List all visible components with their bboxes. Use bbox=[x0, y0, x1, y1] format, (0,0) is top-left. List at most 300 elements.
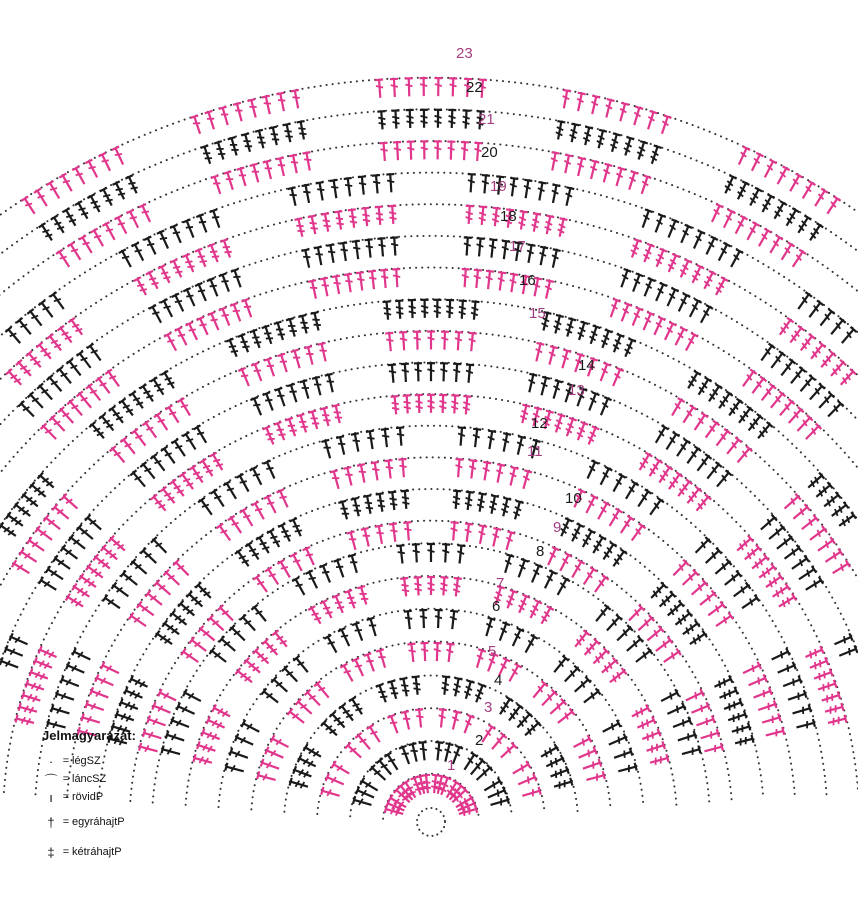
double-stitch bbox=[467, 333, 477, 352]
double-stitch bbox=[735, 446, 753, 465]
double-stitch bbox=[154, 413, 171, 432]
double-stitch bbox=[52, 504, 71, 522]
double-stitch bbox=[549, 184, 560, 203]
treble-crochet-symbol-icon: ‡ bbox=[47, 844, 55, 860]
treble-stitch bbox=[450, 395, 459, 413]
treble-stitch bbox=[278, 523, 293, 543]
double-stitch bbox=[485, 431, 496, 450]
double-stitch bbox=[365, 239, 375, 258]
treble-stitch bbox=[448, 110, 457, 128]
double-stitch bbox=[219, 107, 232, 127]
double-stitch bbox=[253, 575, 270, 594]
treble-stitch bbox=[689, 265, 704, 285]
legend-label: láncSZ bbox=[72, 773, 107, 785]
treble-stitch bbox=[388, 206, 397, 224]
treble-stitch bbox=[39, 223, 56, 242]
double-stitch bbox=[149, 305, 165, 325]
double-stitch bbox=[686, 299, 701, 319]
double-stitch bbox=[481, 462, 492, 481]
double-stitch bbox=[252, 502, 268, 522]
double-stitch bbox=[433, 643, 442, 661]
double-stitch bbox=[663, 432, 679, 451]
double-stitch bbox=[617, 763, 636, 775]
double-stitch bbox=[557, 553, 572, 573]
treble-stitch bbox=[590, 536, 606, 556]
double-stitch bbox=[173, 560, 191, 578]
double-stitch bbox=[324, 635, 340, 655]
double-stitch bbox=[449, 711, 461, 730]
double-stitch bbox=[360, 778, 380, 794]
treble-stitch bbox=[290, 778, 310, 791]
double-stitch bbox=[761, 160, 776, 180]
double-stitch bbox=[694, 454, 711, 473]
treble-stitch bbox=[99, 414, 117, 433]
treble-stitch bbox=[262, 639, 280, 658]
treble-stitch bbox=[125, 175, 140, 195]
treble-stitch bbox=[516, 595, 530, 615]
legend-title: Jelmagyarázat: bbox=[42, 728, 136, 743]
double-stitch bbox=[67, 242, 83, 262]
double-stitch bbox=[102, 222, 118, 242]
double-stitch bbox=[407, 644, 417, 663]
treble-stitch bbox=[522, 720, 541, 738]
treble-stitch bbox=[376, 684, 390, 704]
double-stitch bbox=[501, 554, 514, 574]
double-stitch bbox=[183, 288, 198, 308]
treble-stitch bbox=[808, 657, 828, 671]
double-stitch bbox=[381, 429, 391, 448]
double-stitch bbox=[399, 746, 413, 766]
double-stitch bbox=[549, 249, 561, 268]
double-stitch bbox=[112, 147, 127, 167]
treble-stitch bbox=[569, 523, 584, 543]
treble-stitch bbox=[238, 334, 252, 354]
treble-stitch bbox=[160, 487, 178, 506]
double-stitch bbox=[560, 90, 571, 109]
double-stitch bbox=[807, 383, 825, 402]
double-stitch bbox=[778, 242, 794, 262]
double-stitch bbox=[251, 605, 269, 624]
treble-stitch bbox=[89, 422, 107, 441]
double-stitch bbox=[752, 687, 772, 701]
treble-stitch bbox=[552, 414, 565, 434]
double-stitch bbox=[506, 664, 522, 684]
double-stitch bbox=[371, 462, 382, 481]
double-stitch bbox=[503, 531, 516, 550]
double-stitch bbox=[217, 524, 234, 543]
treble-stitch bbox=[6, 369, 24, 388]
treble-stitch bbox=[783, 208, 799, 228]
treble-stitch bbox=[399, 678, 410, 697]
treble-stitch bbox=[511, 501, 524, 520]
treble-stitch bbox=[685, 371, 701, 391]
treble-stitch bbox=[375, 207, 385, 226]
treble-stitch bbox=[462, 680, 475, 699]
double-stitch bbox=[447, 142, 456, 160]
double-stitch bbox=[689, 580, 708, 598]
double-stitch bbox=[388, 364, 398, 383]
treble-stitch bbox=[26, 680, 46, 693]
double-stitch bbox=[703, 743, 722, 755]
double-stitch bbox=[456, 545, 466, 564]
double-stitch bbox=[532, 343, 544, 362]
double-stitch bbox=[58, 407, 76, 426]
double-stitch bbox=[437, 709, 447, 728]
double-stitch bbox=[271, 677, 290, 695]
treble-stitch bbox=[607, 668, 626, 685]
double-stitch bbox=[287, 384, 300, 404]
double-stitch bbox=[357, 464, 368, 483]
double-stitch bbox=[198, 498, 215, 517]
legend-equals: = bbox=[62, 773, 70, 785]
double-stitch bbox=[509, 628, 524, 648]
double-stitch bbox=[487, 239, 497, 258]
treble-stitch bbox=[595, 130, 607, 149]
treble-stitch bbox=[58, 326, 75, 345]
treble-stitch bbox=[563, 318, 576, 337]
treble-stitch bbox=[818, 351, 836, 370]
treble-stitch bbox=[376, 493, 387, 512]
double-stitch bbox=[678, 225, 692, 245]
double-stitch bbox=[482, 618, 495, 638]
treble-stitch bbox=[214, 141, 227, 161]
double-stitch bbox=[767, 524, 786, 542]
double-stitch bbox=[482, 778, 502, 794]
treble-stitch bbox=[38, 473, 57, 491]
treble-stitch bbox=[695, 377, 711, 396]
treble-stitch bbox=[253, 648, 271, 666]
treble-stitch bbox=[688, 631, 707, 648]
double-stitch bbox=[276, 158, 288, 177]
double-stitch bbox=[263, 392, 277, 412]
treble-stitch bbox=[274, 422, 288, 442]
treble-stitch bbox=[262, 325, 275, 345]
treble-stitch bbox=[718, 687, 738, 701]
double-stitch bbox=[420, 141, 428, 159]
double-stitch bbox=[633, 648, 652, 665]
double-stitch bbox=[563, 187, 575, 206]
double-stitch bbox=[623, 481, 639, 501]
treble-stitch bbox=[388, 492, 398, 511]
double-stitch bbox=[427, 332, 435, 350]
treble-stitch bbox=[837, 512, 856, 529]
double-stitch bbox=[240, 508, 256, 528]
double-stitch bbox=[537, 247, 548, 266]
double-stitch bbox=[263, 161, 275, 180]
double-stitch bbox=[198, 626, 217, 644]
treble-stitch bbox=[641, 244, 655, 264]
double-stitch bbox=[183, 219, 197, 239]
double-stitch bbox=[652, 283, 666, 303]
treble-stitch bbox=[465, 206, 474, 224]
row-number-label: 21 bbox=[478, 111, 495, 128]
row-number-label: 20 bbox=[481, 144, 498, 161]
double-stitch bbox=[0, 657, 20, 671]
double-stitch bbox=[320, 278, 331, 297]
double-stitch bbox=[434, 610, 443, 628]
treble-stitch bbox=[538, 606, 554, 626]
double-stitch bbox=[700, 729, 720, 742]
double-stitch bbox=[767, 235, 783, 255]
treble-stitch bbox=[26, 351, 44, 370]
double-stitch bbox=[789, 250, 806, 269]
double-stitch bbox=[303, 152, 314, 171]
treble-stitch bbox=[387, 680, 400, 699]
double-stitch bbox=[693, 537, 711, 555]
double-stitch bbox=[714, 613, 733, 630]
double-stitch bbox=[419, 742, 429, 761]
double-stitch bbox=[46, 566, 65, 583]
double-stitch bbox=[172, 439, 189, 458]
double-stitch bbox=[352, 658, 367, 678]
chain-arc bbox=[350, 741, 512, 816]
double-stitch bbox=[177, 703, 197, 718]
double-stitch bbox=[332, 276, 343, 295]
double-stitch bbox=[782, 545, 801, 562]
double-stitch bbox=[250, 397, 264, 417]
double-stitch bbox=[609, 368, 623, 388]
treble-stitch bbox=[585, 426, 599, 446]
double-stitch bbox=[332, 761, 352, 777]
chain-arc bbox=[0, 299, 858, 785]
treble-stitch bbox=[244, 658, 263, 676]
double-stitch bbox=[569, 560, 585, 580]
treble-stitch bbox=[87, 194, 103, 214]
treble-stitch bbox=[434, 110, 442, 128]
double-stitch bbox=[316, 182, 327, 201]
double-stitch bbox=[409, 743, 421, 762]
treble-stitch bbox=[706, 384, 723, 403]
double-stitch bbox=[680, 570, 699, 588]
double-stitch bbox=[774, 534, 793, 551]
double-stitch bbox=[463, 523, 473, 542]
treble-stitch bbox=[829, 502, 848, 519]
double-stitch bbox=[690, 702, 710, 716]
double-stitch bbox=[498, 742, 517, 760]
double-stitch bbox=[289, 155, 300, 174]
double-stitch bbox=[250, 467, 265, 487]
double-stitch bbox=[562, 666, 580, 685]
double-stitch bbox=[607, 299, 621, 319]
treble-stitch bbox=[226, 339, 240, 359]
double-stitch bbox=[348, 554, 361, 574]
double-stitch bbox=[306, 570, 321, 590]
double-stitch bbox=[403, 522, 412, 541]
double-stitch bbox=[223, 481, 239, 501]
double-stitch bbox=[318, 343, 330, 362]
double-stitch bbox=[644, 111, 657, 131]
double-stitch bbox=[434, 141, 442, 159]
double-stitch bbox=[626, 605, 644, 623]
treble-stitch bbox=[285, 418, 299, 438]
double-stitch bbox=[585, 771, 604, 783]
treble-stitch bbox=[357, 586, 370, 606]
double-stitch bbox=[798, 375, 816, 394]
treble-stitch bbox=[401, 491, 410, 510]
double-stitch bbox=[795, 719, 814, 731]
double-stitch bbox=[616, 103, 628, 122]
double-stitch bbox=[319, 564, 333, 584]
treble-stitch bbox=[201, 145, 214, 165]
treble-stitch bbox=[395, 301, 404, 319]
double-stitch bbox=[765, 727, 784, 739]
double-stitch bbox=[554, 577, 570, 597]
double-stitch bbox=[715, 243, 730, 263]
treble-stitch bbox=[795, 215, 811, 235]
treble-stitch bbox=[235, 668, 254, 685]
double-stitch bbox=[207, 278, 221, 298]
treble-stitch bbox=[155, 631, 174, 648]
treble-stitch bbox=[630, 704, 650, 719]
double-stitch bbox=[34, 189, 50, 209]
treble-stitch bbox=[115, 711, 135, 724]
treble-stitch bbox=[677, 259, 692, 279]
double-stitch bbox=[143, 421, 160, 440]
double-stitch bbox=[292, 577, 308, 597]
double-stitch bbox=[144, 236, 159, 256]
treble-stitch bbox=[635, 141, 648, 161]
treble-stitch bbox=[622, 137, 635, 157]
double-stitch bbox=[314, 681, 332, 700]
double-stitch bbox=[224, 171, 237, 191]
double-stitch bbox=[448, 611, 458, 630]
double-stitch bbox=[788, 367, 806, 386]
treble-stitch bbox=[648, 582, 666, 600]
treble-stitch bbox=[245, 542, 262, 561]
treble-stitch bbox=[320, 407, 332, 426]
treble-stitch bbox=[274, 322, 287, 342]
double-stitch bbox=[561, 155, 572, 174]
treble-stitch bbox=[427, 395, 435, 413]
double-stitch bbox=[582, 759, 602, 772]
treble-stitch bbox=[806, 473, 825, 491]
treble-stitch bbox=[726, 399, 743, 418]
double-stitch bbox=[740, 369, 757, 388]
double-stitch bbox=[804, 577, 824, 593]
treble-stitch bbox=[817, 680, 837, 693]
double-stitch bbox=[592, 575, 609, 594]
double-stitch bbox=[500, 433, 511, 452]
double-stitch bbox=[35, 526, 54, 543]
double-stitch bbox=[236, 474, 252, 494]
treble-stitch bbox=[29, 482, 48, 500]
treble-stitch bbox=[476, 493, 487, 512]
chain-arc bbox=[251, 641, 610, 809]
treble-stitch bbox=[162, 620, 181, 637]
double-stitch bbox=[484, 271, 494, 290]
double-stitch bbox=[652, 425, 668, 445]
double-stitch bbox=[595, 502, 611, 522]
double-stitch bbox=[461, 269, 470, 287]
double-stitch bbox=[449, 78, 458, 96]
double-stitch bbox=[652, 214, 666, 234]
treble-stitch bbox=[433, 300, 441, 318]
double-stitch bbox=[674, 439, 691, 458]
double-stitch bbox=[691, 413, 708, 432]
double-stitch bbox=[602, 99, 614, 118]
double-stitch bbox=[601, 720, 621, 735]
treble-stitch bbox=[170, 479, 187, 498]
treble-stitch bbox=[320, 600, 335, 620]
double-stitch bbox=[806, 300, 823, 319]
treble-stitch bbox=[414, 577, 423, 595]
double-stitch bbox=[91, 229, 107, 249]
double-stitch bbox=[413, 332, 421, 350]
double-stitch bbox=[170, 225, 184, 245]
double-stitch bbox=[39, 300, 56, 319]
treble-stitch bbox=[129, 391, 146, 410]
double-stitch bbox=[9, 633, 29, 648]
double-stitch bbox=[301, 249, 313, 268]
double-stitch bbox=[787, 690, 807, 703]
double-stitch bbox=[154, 580, 173, 598]
double-stitch bbox=[120, 437, 138, 456]
double-stitch bbox=[247, 99, 259, 118]
double-stitch bbox=[494, 464, 505, 483]
treble-stitch bbox=[339, 704, 356, 723]
double-stitch bbox=[647, 498, 664, 517]
treble-stitch bbox=[0, 522, 18, 539]
treble-stitch bbox=[100, 188, 115, 208]
treble-stitch bbox=[161, 371, 177, 391]
double-stitch bbox=[361, 528, 373, 547]
double-stitch bbox=[380, 270, 390, 289]
double-stitch bbox=[460, 142, 469, 160]
double-stitch bbox=[653, 637, 672, 654]
double-stitch bbox=[572, 677, 591, 695]
treble-stitch bbox=[813, 669, 833, 683]
treble-stitch bbox=[628, 239, 642, 259]
treble-stitch bbox=[195, 249, 209, 269]
double-stitch bbox=[511, 761, 531, 777]
double-stitch bbox=[231, 269, 245, 289]
double-stitch bbox=[302, 184, 313, 203]
double-stitch bbox=[528, 564, 542, 584]
treble-stitch bbox=[250, 330, 264, 350]
treble-stitch bbox=[734, 735, 753, 747]
double-stitch bbox=[433, 742, 443, 761]
double-stitch bbox=[18, 401, 36, 419]
double-stitch bbox=[427, 363, 435, 381]
treble-stitch bbox=[311, 312, 323, 331]
double-stitch bbox=[703, 421, 720, 440]
double-stitch bbox=[713, 429, 730, 448]
double-stitch bbox=[797, 566, 816, 583]
double-stitch bbox=[803, 423, 821, 441]
treble-stitch bbox=[572, 630, 590, 649]
row-number-label: 17 bbox=[509, 238, 526, 255]
double-stitch bbox=[445, 644, 455, 663]
double-stitch bbox=[56, 250, 73, 269]
double-stitch bbox=[326, 774, 346, 788]
treble-stitch bbox=[295, 218, 307, 237]
double-stitch bbox=[630, 107, 643, 127]
treble-stitch bbox=[391, 396, 401, 415]
double-stitch bbox=[19, 549, 38, 566]
double-stitch bbox=[698, 590, 717, 608]
double-stitch bbox=[548, 152, 559, 171]
double-stitch bbox=[195, 283, 209, 303]
treble-stitch bbox=[415, 395, 423, 413]
row-number-label: 3 bbox=[484, 699, 493, 716]
double-stitch bbox=[385, 460, 395, 479]
double-stitch bbox=[238, 368, 252, 388]
double-stitch bbox=[613, 748, 633, 761]
treble-stitch bbox=[412, 676, 422, 695]
double-stitch bbox=[454, 459, 463, 478]
double-stitch bbox=[828, 318, 846, 337]
treble-stitch bbox=[673, 610, 692, 628]
